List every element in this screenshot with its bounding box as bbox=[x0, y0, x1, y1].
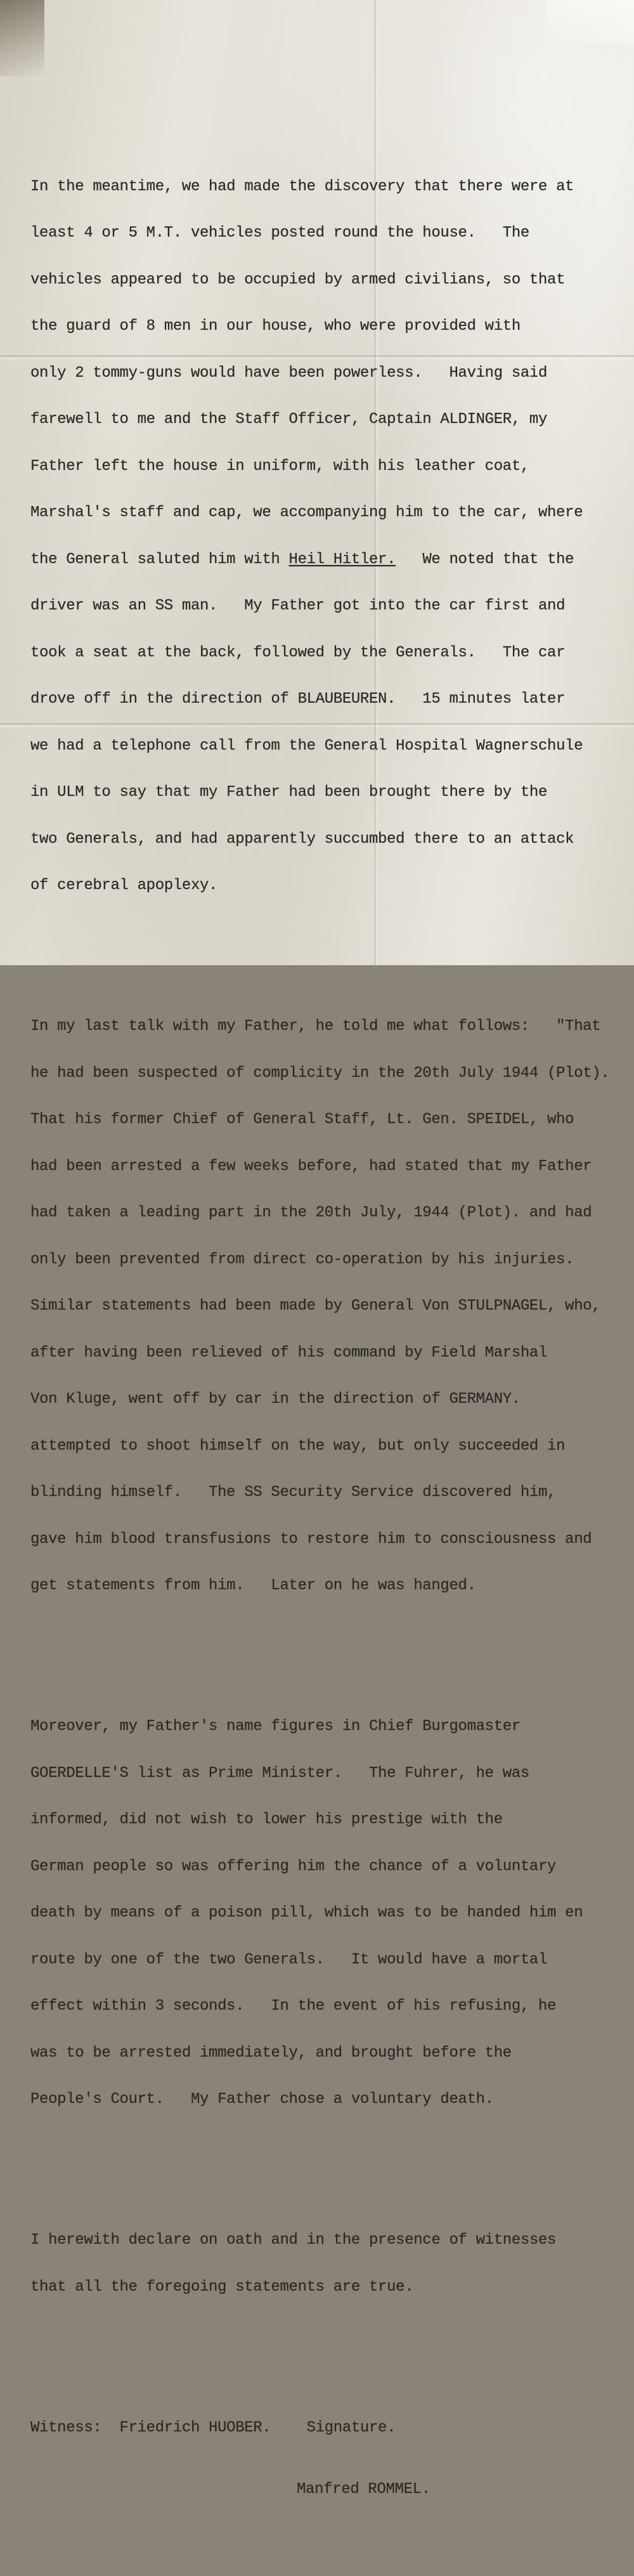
text-line: That his former Chief of General Staff, Lt. Gen. SPEIDEL, who bbox=[30, 1111, 574, 1128]
text-line: informed, did not wish to lower his prestige with the bbox=[30, 1811, 503, 1828]
text-line: vehicles appeared to be occupied by armed civilians, so that bbox=[30, 271, 566, 289]
text-fragment: the General saluted him with bbox=[30, 550, 289, 568]
text-line: route by one of the two Generals. It would have a mortal bbox=[30, 1951, 548, 1968]
text-line: attempted to shoot himself on the way, but only succeeded in bbox=[30, 1437, 566, 1455]
text-line: in ULM to say that my Father had been brought there by the bbox=[30, 784, 548, 801]
text-line: Moreover, my Father's name figures in Chief Burgomaster bbox=[30, 1718, 521, 1735]
text-line: In my last talk with my Father, he told me what follows: "That bbox=[30, 1018, 601, 1035]
text-line: had been arrested a few weeks before, had stated that my Father bbox=[30, 1157, 592, 1175]
text-line: had taken a leading part in the 20th July, 1944 (Plot). and had bbox=[30, 1204, 592, 1221]
paragraph-poison-offer bbox=[30, 1688, 604, 2139]
paragraph-declaration bbox=[30, 2202, 604, 2326]
text-line: of cerebral apoplexy. bbox=[30, 877, 218, 894]
text-line: farewell to me and the Staff Officer, Captain ALDINGER, my bbox=[30, 411, 548, 428]
tape-glare bbox=[545, 0, 634, 44]
text-line: we had a telephone call from the General Hospital Wagnerschule bbox=[30, 737, 583, 755]
text-line: Similar statements had been made by General Von STULPNAGEL, who, bbox=[30, 1298, 601, 1315]
text-fragment: We noted that the bbox=[396, 550, 574, 568]
text-line: GOERDELLE'S list as Prime Minister. The Fuhrer, he was bbox=[30, 1764, 529, 1782]
text-line: least 4 or 5 M.T. vehicles posted round the house. The bbox=[30, 224, 529, 242]
text-line: was to be arrested immediately, and brought before the bbox=[30, 2044, 512, 2062]
text-line: In the meantime, we had made the discovery that there were at bbox=[30, 178, 574, 195]
text-line-salute bbox=[30, 552, 604, 568]
witness-line: Witness: Friedrich HUOBER. Signature. bbox=[30, 2419, 396, 2436]
text-line: only been prevented from direct co-operation by his injuries. bbox=[30, 1251, 574, 1268]
text-line: after having been relieved of his command by Field Marshal bbox=[30, 1344, 548, 1362]
typed-statement bbox=[30, 101, 610, 2575]
signatory-name: Manfred ROMMEL. bbox=[297, 2481, 430, 2498]
text-line: get statements from him. Later on he was hanged. bbox=[30, 1577, 476, 1594]
witness-signature-block bbox=[30, 2390, 604, 2529]
text-line: Von Kluge, went off by car in the direction of GERMANY. bbox=[30, 1391, 521, 1408]
text-line: that all the foregoing statements are true. bbox=[30, 2278, 414, 2296]
folded-corner bbox=[0, 0, 44, 76]
text-line: I herewith declare on oath and in the presence of witnesses bbox=[30, 2232, 557, 2249]
text-line: gave him blood transfusions to restore him to consciousness and bbox=[30, 1530, 592, 1548]
text-line: the guard of 8 men in our house, who were provided with bbox=[30, 318, 521, 335]
text-line: he had been suspected of complicity in the 20th July 1944 (Plot). bbox=[30, 1064, 610, 1082]
text-line: Marshal's staff and cap, we accompanying him to the car, where bbox=[30, 504, 583, 521]
text-line: drove off in the direction of BLAUBEUREN. 15 minutes later bbox=[30, 691, 566, 708]
text-line: two Generals, and had apparently succumbed there to an attack bbox=[30, 830, 574, 848]
text-line: People's Court. My Father chose a voluntary death. bbox=[30, 2091, 494, 2108]
paragraph-last-talk bbox=[30, 988, 610, 1625]
text-line: took a seat at the back, followed by the Generals. The car bbox=[30, 644, 566, 661]
underlined-heil-hitler: Heil Hitler. bbox=[288, 550, 396, 568]
text-line: Father left the house in uniform, with his leather coat, bbox=[30, 457, 529, 475]
text-line: driver was an SS man. My Father got into the car first and bbox=[30, 597, 566, 615]
paragraph-departure bbox=[30, 148, 604, 925]
text-line: death by means of a poison pill, which was to be handed him en bbox=[30, 1904, 583, 1922]
text-line: only 2 tommy-guns would have been powerless. Having said bbox=[30, 364, 548, 382]
text-line: German people so was offering him the chance of a voluntary bbox=[30, 1857, 557, 1875]
text-line: blinding himself. The SS Security Service discovered him, bbox=[30, 1484, 557, 1501]
text-line: effect within 3 seconds. In the event of his refusing, he bbox=[30, 1998, 557, 2015]
